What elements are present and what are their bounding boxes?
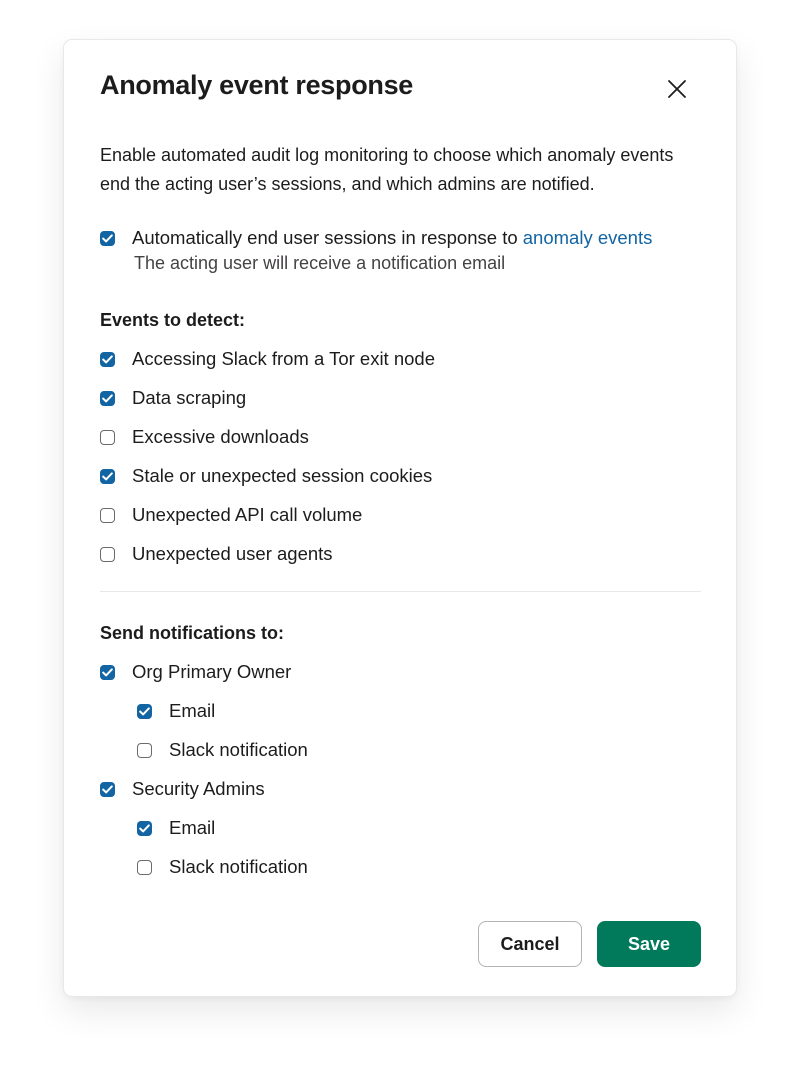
channel-label: Slack notification [169,739,308,760]
event-label: Accessing Slack from a Tor exit node [132,348,435,369]
event-label: Excessive downloads [132,426,309,447]
event-label: Unexpected API call volume [132,504,363,525]
recipient-checkbox[interactable] [100,665,115,680]
notify-admins-email[interactable] [137,815,215,841]
section-divider [100,591,701,592]
event-option-tor[interactable] [100,346,435,372]
notify-owner-email[interactable] [137,698,215,724]
event-option-session-cookies[interactable] [100,463,432,489]
recipient-checkbox[interactable] [100,782,115,797]
event-checkbox[interactable] [100,469,115,484]
event-checkbox[interactable] [100,352,115,367]
event-label: Stale or unexpected session cookies [132,465,433,486]
checkmark-icon [102,785,113,794]
cancel-button[interactable]: Cancel [478,921,582,967]
checkmark-icon [102,355,113,364]
checkmark-icon [102,472,113,481]
auto-end-sessions-hint: The acting user will receive a notification email [134,253,506,273]
channel-checkbox[interactable] [137,704,152,719]
event-label: Data scraping [132,387,247,408]
anomaly-events-link[interactable]: anomaly events [522,227,653,248]
event-checkbox[interactable] [100,547,115,562]
checkmark-icon [102,668,113,677]
anomaly-event-response-modal [63,39,737,997]
event-label: Unexpected user agents [132,543,333,564]
auto-end-sessions-label [132,227,652,249]
channel-checkbox[interactable] [137,743,152,758]
auto-end-sessions-text: Automatically end user sessions in response to [132,227,523,248]
channel-checkbox[interactable] [137,860,152,875]
event-option-data-scraping[interactable] [100,385,246,411]
channel-checkbox[interactable] [137,821,152,836]
auto-end-sessions-option[interactable] [100,225,652,251]
close-button[interactable] [659,73,695,109]
checkmark-icon [102,234,113,243]
channel-label: Email [169,817,216,838]
event-option-excessive-downloads[interactable] [100,424,309,450]
notify-owner-slack[interactable] [137,737,308,763]
recipient-label: Org Primary Owner [132,661,292,682]
notify-org-primary-owner[interactable] [100,659,291,685]
checkmark-icon [139,707,150,716]
notify-admins-slack[interactable] [137,854,308,880]
event-option-user-agents[interactable] [100,541,333,567]
close-icon [667,79,687,104]
notify-security-admins[interactable] [100,776,265,802]
events-heading: Events to detect: [100,310,246,330]
recipient-label: Security Admins [132,778,265,799]
modal-description: Enable automated audit log monitoring to choose which anomaly events end the acting user’s sessions, and which admins are notified. [100,145,674,194]
channel-label: Slack notification [169,856,308,877]
event-checkbox[interactable] [100,391,115,406]
notifications-heading: Send notifications to: [100,623,284,643]
auto-end-sessions-checkbox[interactable] [100,231,115,246]
event-option-api-call-volume[interactable] [100,502,362,528]
checkmark-icon [139,824,150,833]
save-button[interactable]: Save [597,921,701,967]
checkmark-icon [102,394,113,403]
channel-label: Email [169,700,216,721]
event-checkbox[interactable] [100,430,115,445]
modal-title: Anomaly event response [100,70,414,100]
event-checkbox[interactable] [100,508,115,523]
